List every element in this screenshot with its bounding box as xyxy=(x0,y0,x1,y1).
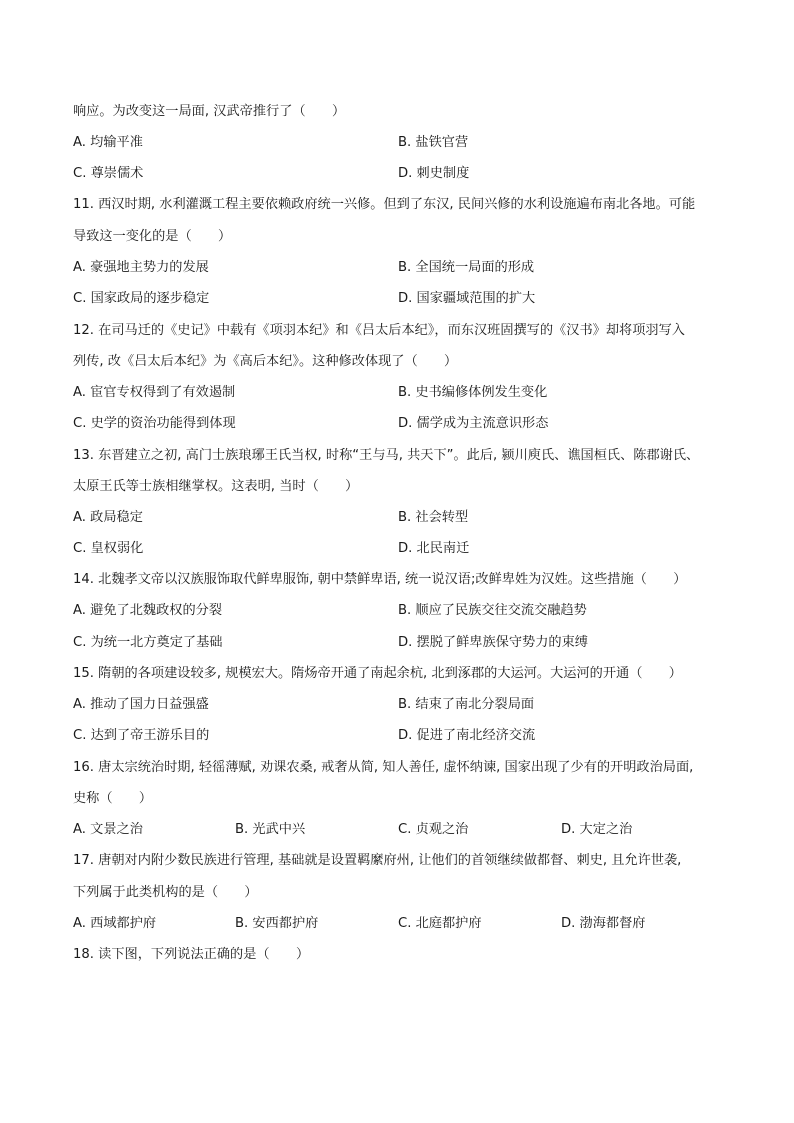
option-b[interactable]: B. 顺应了民族交往交流交融趋势 xyxy=(398,603,587,618)
option-row xyxy=(73,540,733,558)
option-d[interactable]: D. 刺史制度 xyxy=(398,166,470,181)
option-row xyxy=(73,290,733,308)
option-a[interactable]: A. 文景之治 xyxy=(73,822,143,837)
option-row xyxy=(73,821,733,839)
option-row xyxy=(73,165,733,183)
option-row xyxy=(73,384,733,402)
question-17-line-1: 17. 唐朝对内附少数民族进行管理, 基础就是设置羁縻府州, 让他们的首领继续做都督、刺史, 且允许世袭, xyxy=(73,853,682,868)
question-17-line-2: 下列属于此类机构的是（ ） xyxy=(73,885,258,900)
question-13-line-1: 13. 东晋建立之初, 高门士族琅琊王氏当权, 时称“王与马, 共天下”。此后, 颍川庾氏、谯国桓氏、陈郡谢氏、 xyxy=(73,448,700,463)
question-13-line-2: 太原王氏等士族相继掌权。这表明, 当时（ ） xyxy=(73,479,359,494)
option-b[interactable]: B. 社会转型 xyxy=(398,510,469,525)
question-11-line-2: 导致这一变化的是（ ） xyxy=(73,229,232,244)
option-b[interactable]: B. 史书编修体例发生变化 xyxy=(398,385,548,400)
question-16-line-1: 16. 唐太宗统治时期, 轻徭薄赋, 劝课农桑, 戒奢从简, 知人善任, 虚怀纳谏, 国家出现了少有的开明政治局面, xyxy=(73,760,694,775)
option-a[interactable]: A. 避免了北魏政权的分裂 xyxy=(73,603,223,618)
option-row xyxy=(73,727,733,745)
option-b[interactable]: B. 全国统一局面的形成 xyxy=(398,260,535,275)
option-row xyxy=(73,634,733,652)
option-b[interactable]: B. 安西都护府 xyxy=(235,916,319,931)
option-a[interactable]: A. 均输平准 xyxy=(73,135,143,150)
question-14-line-1: 14. 北魏孝文帝以汉族服饰取代鲜卑服饰, 朝中禁鲜卑语, 统一说汉语;改鲜卑姓为汉姓。这些措施（ ） xyxy=(73,572,687,587)
option-row xyxy=(73,602,733,620)
option-c[interactable]: C. 国家政局的逐步稳定 xyxy=(73,291,210,306)
option-a[interactable]: A. 宦官专权得到了有效遏制 xyxy=(73,385,236,400)
option-c[interactable]: C. 皇权弱化 xyxy=(73,541,144,556)
option-row xyxy=(73,259,733,277)
option-c[interactable]: C. 达到了帝王游乐目的 xyxy=(73,728,210,743)
option-row xyxy=(73,509,733,527)
question-11-line-1: 11. 西汉时期, 水利灌溉工程主要依赖政府统一兴修。但到了东汉, 民间兴修的水利设施遍布南北各地。可能 xyxy=(73,197,696,212)
option-b[interactable]: B. 光武中兴 xyxy=(235,822,306,837)
option-c[interactable]: C. 北庭都护府 xyxy=(398,916,482,931)
option-d[interactable]: D. 大定之治 xyxy=(561,822,633,837)
question-text-line: 响应。为改变这一局面, 汉武帝推行了（ ） xyxy=(73,104,346,119)
option-c[interactable]: C. 为统一北方奠定了基础 xyxy=(73,635,223,650)
question-18-line-1: 18. 读下图，下列说法正确的是（ ） xyxy=(73,947,310,962)
option-row xyxy=(73,696,733,714)
option-d[interactable]: D. 摆脱了鲜卑族保守势力的束缚 xyxy=(398,635,588,650)
option-d[interactable]: D. 儒学成为主流意识形态 xyxy=(398,416,549,431)
option-a[interactable]: A. 政局稳定 xyxy=(73,510,143,525)
option-a[interactable]: A. 豪强地主势力的发展 xyxy=(73,260,209,275)
option-c[interactable]: C. 贞观之治 xyxy=(398,822,469,837)
option-d[interactable]: D. 北民南迁 xyxy=(398,541,470,556)
option-d[interactable]: D. 渤海都督府 xyxy=(561,916,646,931)
option-row xyxy=(73,415,733,433)
question-16-line-2: 史称（ ） xyxy=(73,791,153,806)
question-12-line-2: 列传, 改《吕太后本纪》为《高后本纪》。这种修改体现了（ ） xyxy=(73,354,458,369)
option-row xyxy=(73,915,733,933)
option-c[interactable]: C. 尊崇儒术 xyxy=(73,166,144,181)
option-a[interactable]: A. 推动了国力日益强盛 xyxy=(73,697,209,712)
option-d[interactable]: D. 国家疆域范围的扩大 xyxy=(398,291,536,306)
option-row xyxy=(73,134,733,152)
option-d[interactable]: D. 促进了南北经济交流 xyxy=(398,728,536,743)
option-b[interactable]: B. 盐铁官营 xyxy=(398,135,469,150)
option-b[interactable]: B. 结束了南北分裂局面 xyxy=(398,697,535,712)
option-c[interactable]: C. 史学的资治功能得到体现 xyxy=(73,416,236,431)
question-12-line-1: 12. 在司马迁的《史记》中载有《项羽本纪》和《吕太后本纪》，而东汉班固撰写的《汉书》却将项羽写入 xyxy=(73,323,685,338)
question-15-line-1: 15. 隋朝的各项建设较多, 规模宏大。隋炀帝开通了南起余杭, 北到涿郡的大运河。大运河的开通（ ） xyxy=(73,666,682,681)
option-a[interactable]: A. 西域都护府 xyxy=(73,916,157,931)
